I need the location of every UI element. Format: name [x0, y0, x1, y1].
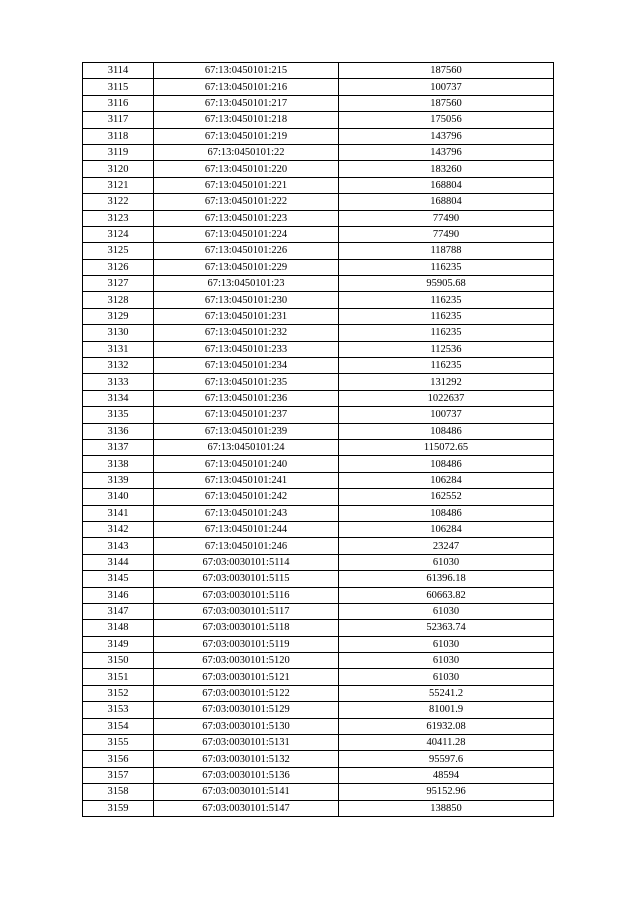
- cadastral-value-cell: 168804: [339, 194, 554, 210]
- table-row: [83, 456, 554, 472]
- row-number-cell: 3118: [83, 128, 154, 144]
- row-number-cell: 3119: [83, 144, 154, 160]
- cadastral-value-cell: 55241.2: [339, 685, 554, 701]
- cadastral-value-cell: 60663.82: [339, 587, 554, 603]
- row-number-cell: 3135: [83, 407, 154, 423]
- cadastral-number-cell: 67:13:0450101:243: [154, 505, 339, 521]
- row-number-cell: 3116: [83, 95, 154, 111]
- table-body: [83, 63, 554, 817]
- row-number-cell: 3129: [83, 308, 154, 324]
- cadastral-value-cell: 61932.08: [339, 718, 554, 734]
- cadastral-value-cell: 95905.68: [339, 276, 554, 292]
- cadastral-value-cell: 115072.65: [339, 439, 554, 455]
- cadastral-value-cell: 61030: [339, 653, 554, 669]
- cadastral-value-cell: 106284: [339, 521, 554, 537]
- row-number-cell: 3115: [83, 79, 154, 95]
- cadastral-value-cell: 100737: [339, 407, 554, 423]
- table-row: [83, 751, 554, 767]
- cadastral-number-cell: 67:03:0030101:5122: [154, 685, 339, 701]
- row-number-cell: 3148: [83, 620, 154, 636]
- cadastral-number-cell: 67:03:0030101:5120: [154, 653, 339, 669]
- table-row: [83, 718, 554, 734]
- row-number-cell: 3141: [83, 505, 154, 521]
- table-row: [83, 194, 554, 210]
- cadastral-value-cell: 61030: [339, 669, 554, 685]
- row-number-cell: 3143: [83, 538, 154, 554]
- cadastral-value-cell: 116235: [339, 325, 554, 341]
- table-row: [83, 144, 554, 160]
- cadastral-value-cell: 187560: [339, 63, 554, 79]
- cadastral-value-cell: 138850: [339, 800, 554, 816]
- cadastral-number-cell: 67:13:0450101:232: [154, 325, 339, 341]
- cadastral-value-cell: 61030: [339, 554, 554, 570]
- cadastral-number-cell: 67:03:0030101:5119: [154, 636, 339, 652]
- table-row: [83, 653, 554, 669]
- cadastral-value-cell: 116235: [339, 259, 554, 275]
- row-number-cell: 3155: [83, 735, 154, 751]
- row-number-cell: 3153: [83, 702, 154, 718]
- row-number-cell: 3150: [83, 653, 154, 669]
- cadastral-value-cell: 175056: [339, 112, 554, 128]
- table-row: [83, 243, 554, 259]
- table-row: [83, 63, 554, 79]
- table-row: [83, 112, 554, 128]
- row-number-cell: 3121: [83, 177, 154, 193]
- table-row: [83, 210, 554, 226]
- cadastral-value-cell: 108486: [339, 505, 554, 521]
- cadastral-number-cell: 67:13:0450101:244: [154, 521, 339, 537]
- cadastral-number-cell: 67:03:0030101:5129: [154, 702, 339, 718]
- cadastral-value-table: [82, 62, 554, 817]
- table-row: [83, 472, 554, 488]
- table-row: [83, 259, 554, 275]
- cadastral-value-cell: 168804: [339, 177, 554, 193]
- table-row: [83, 800, 554, 816]
- table-row: [83, 308, 554, 324]
- row-number-cell: 3124: [83, 226, 154, 242]
- table-row: [83, 358, 554, 374]
- cadastral-number-cell: 67:13:0450101:236: [154, 390, 339, 406]
- cadastral-number-cell: 67:03:0030101:5118: [154, 620, 339, 636]
- cadastral-value-cell: 61396.18: [339, 571, 554, 587]
- row-number-cell: 3114: [83, 63, 154, 79]
- table-row: [83, 784, 554, 800]
- cadastral-number-cell: 67:13:0450101:229: [154, 259, 339, 275]
- cadastral-value-cell: 162552: [339, 489, 554, 505]
- row-number-cell: 3159: [83, 800, 154, 816]
- cadastral-number-cell: 67:13:0450101:23: [154, 276, 339, 292]
- cadastral-value-cell: 81001.9: [339, 702, 554, 718]
- cadastral-value-cell: 40411.28: [339, 735, 554, 751]
- cadastral-number-cell: 67:13:0450101:233: [154, 341, 339, 357]
- row-number-cell: 3139: [83, 472, 154, 488]
- cadastral-number-cell: 67:03:0030101:5121: [154, 669, 339, 685]
- cadastral-value-cell: 143796: [339, 128, 554, 144]
- cadastral-number-cell: 67:13:0450101:239: [154, 423, 339, 439]
- row-number-cell: 3138: [83, 456, 154, 472]
- table-row: [83, 423, 554, 439]
- row-number-cell: 3140: [83, 489, 154, 505]
- cadastral-value-cell: 108486: [339, 423, 554, 439]
- cadastral-number-cell: 67:03:0030101:5130: [154, 718, 339, 734]
- cadastral-value-cell: 61030: [339, 603, 554, 619]
- cadastral-number-cell: 67:13:0450101:219: [154, 128, 339, 144]
- cadastral-number-cell: 67:03:0030101:5131: [154, 735, 339, 751]
- row-number-cell: 3145: [83, 571, 154, 587]
- cadastral-number-cell: 67:13:0450101:234: [154, 358, 339, 374]
- cadastral-value-cell: 183260: [339, 161, 554, 177]
- row-number-cell: 3146: [83, 587, 154, 603]
- table-row: [83, 374, 554, 390]
- cadastral-value-cell: 143796: [339, 144, 554, 160]
- row-number-cell: 3123: [83, 210, 154, 226]
- table-row: [83, 554, 554, 570]
- row-number-cell: 3126: [83, 259, 154, 275]
- cadastral-value-cell: 95597.6: [339, 751, 554, 767]
- row-number-cell: 3134: [83, 390, 154, 406]
- table-row: [83, 571, 554, 587]
- row-number-cell: 3142: [83, 521, 154, 537]
- cadastral-number-cell: 67:13:0450101:218: [154, 112, 339, 128]
- cadastral-value-cell: 48594: [339, 767, 554, 783]
- cadastral-number-cell: 67:13:0450101:240: [154, 456, 339, 472]
- table-row: [83, 390, 554, 406]
- row-number-cell: 3125: [83, 243, 154, 259]
- cadastral-number-cell: 67:13:0450101:24: [154, 439, 339, 455]
- row-number-cell: 3157: [83, 767, 154, 783]
- table-row: [83, 669, 554, 685]
- row-number-cell: 3151: [83, 669, 154, 685]
- cadastral-number-cell: 67:13:0450101:235: [154, 374, 339, 390]
- cadastral-number-cell: 67:03:0030101:5136: [154, 767, 339, 783]
- table-row: [83, 161, 554, 177]
- table-row: [83, 685, 554, 701]
- cadastral-number-cell: 67:13:0450101:223: [154, 210, 339, 226]
- table-row: [83, 489, 554, 505]
- cadastral-value-cell: 77490: [339, 210, 554, 226]
- cadastral-value-cell: 61030: [339, 636, 554, 652]
- table-row: [83, 603, 554, 619]
- cadastral-value-cell: 23247: [339, 538, 554, 554]
- cadastral-number-cell: 67:03:0030101:5141: [154, 784, 339, 800]
- row-number-cell: 3131: [83, 341, 154, 357]
- cadastral-number-cell: 67:03:0030101:5115: [154, 571, 339, 587]
- table-row: [83, 521, 554, 537]
- row-number-cell: 3120: [83, 161, 154, 177]
- row-number-cell: 3122: [83, 194, 154, 210]
- cadastral-number-cell: 67:13:0450101:221: [154, 177, 339, 193]
- table-row: [83, 407, 554, 423]
- table-row: [83, 95, 554, 111]
- row-number-cell: 3158: [83, 784, 154, 800]
- cadastral-value-cell: 116235: [339, 292, 554, 308]
- cadastral-number-cell: 67:03:0030101:5147: [154, 800, 339, 816]
- cadastral-number-cell: 67:03:0030101:5117: [154, 603, 339, 619]
- cadastral-number-cell: 67:13:0450101:241: [154, 472, 339, 488]
- row-number-cell: 3149: [83, 636, 154, 652]
- cadastral-value-cell: 131292: [339, 374, 554, 390]
- table-row: [83, 620, 554, 636]
- table-row: [83, 735, 554, 751]
- cadastral-value-cell: 108486: [339, 456, 554, 472]
- cadastral-value-cell: 187560: [339, 95, 554, 111]
- row-number-cell: 3147: [83, 603, 154, 619]
- cadastral-number-cell: 67:13:0450101:237: [154, 407, 339, 423]
- cadastral-number-cell: 67:13:0450101:224: [154, 226, 339, 242]
- cadastral-number-cell: 67:13:0450101:220: [154, 161, 339, 177]
- table-row: [83, 767, 554, 783]
- cadastral-number-cell: 67:13:0450101:215: [154, 63, 339, 79]
- cadastral-value-cell: 116235: [339, 308, 554, 324]
- table-row: [83, 341, 554, 357]
- cadastral-value-cell: 100737: [339, 79, 554, 95]
- cadastral-value-cell: 112536: [339, 341, 554, 357]
- cadastral-value-cell: 77490: [339, 226, 554, 242]
- row-number-cell: 3117: [83, 112, 154, 128]
- cadastral-number-cell: 67:13:0450101:242: [154, 489, 339, 505]
- row-number-cell: 3144: [83, 554, 154, 570]
- row-number-cell: 3130: [83, 325, 154, 341]
- table-row: [83, 128, 554, 144]
- cadastral-value-cell: 118788: [339, 243, 554, 259]
- row-number-cell: 3132: [83, 358, 154, 374]
- table-row: [83, 276, 554, 292]
- cadastral-value-cell: 52363.74: [339, 620, 554, 636]
- row-number-cell: 3156: [83, 751, 154, 767]
- table-row: [83, 538, 554, 554]
- cadastral-number-cell: 67:13:0450101:230: [154, 292, 339, 308]
- table-row: [83, 505, 554, 521]
- row-number-cell: 3152: [83, 685, 154, 701]
- cadastral-value-cell: 106284: [339, 472, 554, 488]
- table-row: [83, 587, 554, 603]
- table-row: [83, 177, 554, 193]
- table-row: [83, 292, 554, 308]
- cadastral-value-cell: 95152.96: [339, 784, 554, 800]
- row-number-cell: 3133: [83, 374, 154, 390]
- table-row: [83, 439, 554, 455]
- cadastral-number-cell: 67:13:0450101:231: [154, 308, 339, 324]
- row-number-cell: 3127: [83, 276, 154, 292]
- table-row: [83, 702, 554, 718]
- cadastral-number-cell: 67:13:0450101:217: [154, 95, 339, 111]
- cadastral-number-cell: 67:13:0450101:222: [154, 194, 339, 210]
- table-row: [83, 325, 554, 341]
- row-number-cell: 3137: [83, 439, 154, 455]
- cadastral-number-cell: 67:13:0450101:216: [154, 79, 339, 95]
- row-number-cell: 3128: [83, 292, 154, 308]
- cadastral-number-cell: 67:13:0450101:246: [154, 538, 339, 554]
- cadastral-number-cell: 67:03:0030101:5114: [154, 554, 339, 570]
- cadastral-number-cell: 67:13:0450101:22: [154, 144, 339, 160]
- table-row: [83, 226, 554, 242]
- row-number-cell: 3154: [83, 718, 154, 734]
- cadastral-number-cell: 67:13:0450101:226: [154, 243, 339, 259]
- table-row: [83, 636, 554, 652]
- cadastral-value-cell: 1022637: [339, 390, 554, 406]
- cadastral-value-cell: 116235: [339, 358, 554, 374]
- table-row: [83, 79, 554, 95]
- cadastral-number-cell: 67:03:0030101:5132: [154, 751, 339, 767]
- row-number-cell: 3136: [83, 423, 154, 439]
- cadastral-number-cell: 67:03:0030101:5116: [154, 587, 339, 603]
